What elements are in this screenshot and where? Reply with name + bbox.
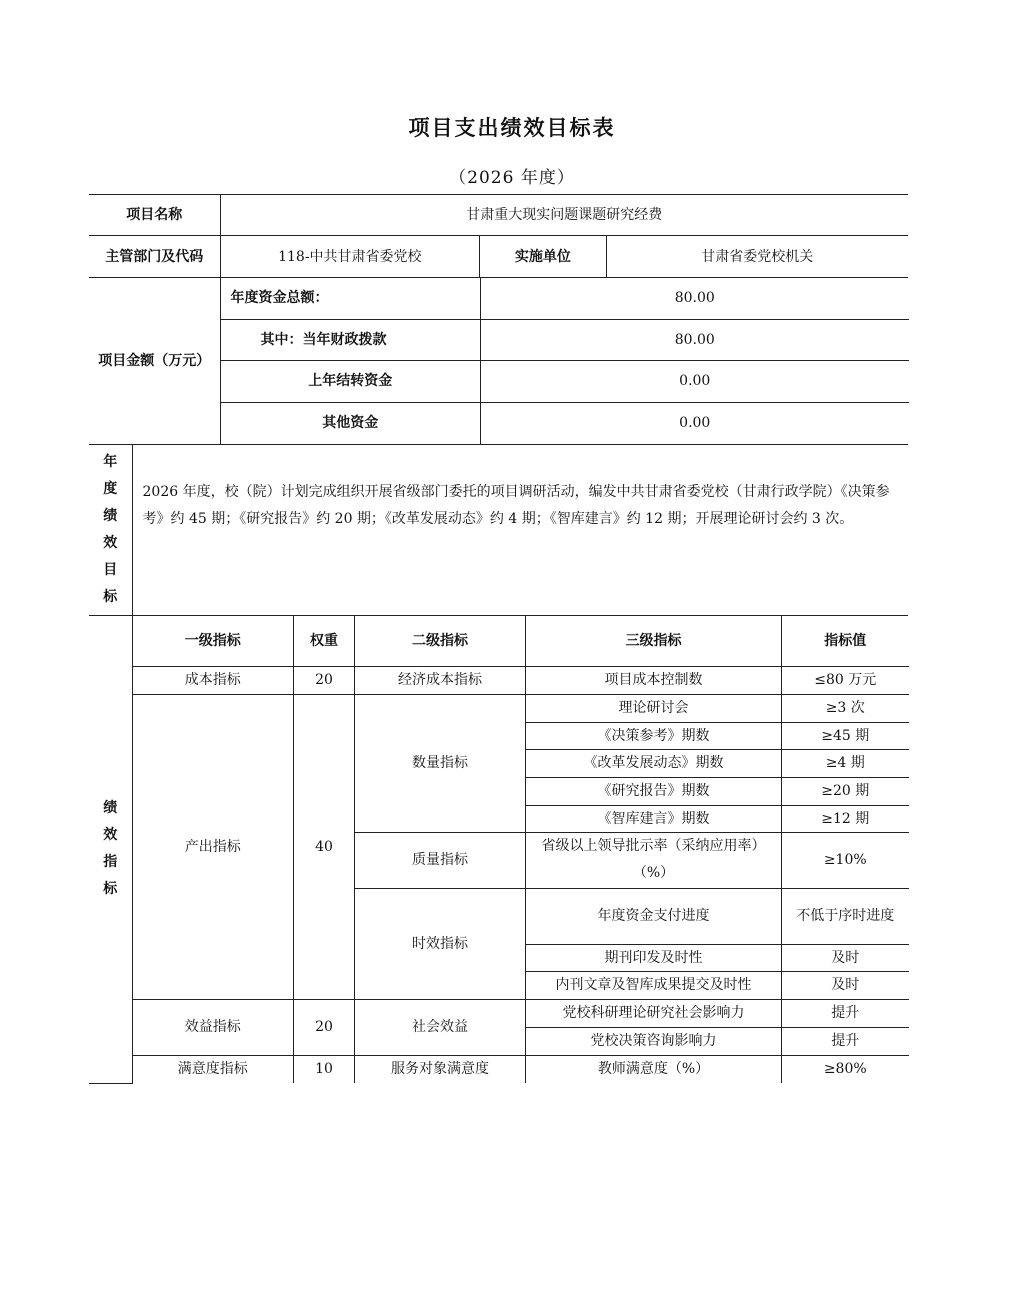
level3-cell: 期刊印发及时性 [526, 944, 782, 971]
value-cell: ≥4 期 [782, 749, 909, 777]
dept-value [220, 236, 606, 278]
dept-row [89, 236, 908, 278]
indicator-label: 绩 效 指 标 [89, 616, 132, 1084]
annual-goal-text: 2026 年度，校（院）计划完成组织开展省级部门委托的项目调研活动，编发中共甘肃省委党校（甘肃行政学院）《决策参考》约 45 期；《研究报告》约 20 期；《改革发展动态》约 4 期；《智库建言》约 12 期；开展理论研讨会约 3 次。 [132, 445, 908, 616]
level1-cell: 效益指标 [133, 999, 294, 1055]
value-cell: 及时 [782, 944, 909, 971]
amount-row-label: 年度资金总额： [221, 278, 481, 319]
level3-cell: 年度资金支付进度 [526, 888, 782, 944]
header-level1: 一级指标 [133, 616, 294, 666]
level3-cell: 《改革发展动态》期数 [526, 749, 782, 777]
amount-row [221, 402, 909, 444]
level2-cell: 质量指标 [355, 832, 526, 888]
amount-row-label: 其他资金 [221, 402, 481, 444]
amount-row-value: 80.00 [481, 319, 909, 360]
annual-goal-label: 年 度 绩 效 目 标 [89, 445, 132, 616]
amount-row-value: 0.00 [481, 402, 909, 444]
unit-value-cell: 甘肃省委党校机关 [606, 236, 908, 278]
value-cell: 及时 [782, 971, 909, 999]
amount-label: 项目金额（万元） [89, 278, 220, 445]
table-row [133, 666, 909, 694]
level3-cell: 理论研讨会 [526, 694, 782, 722]
value-cell: 提升 [782, 1027, 909, 1055]
amount-subtable [220, 278, 908, 445]
weight-cell: 20 [294, 666, 355, 694]
dept-value-text: 118-中共甘肃省委党校 [278, 248, 422, 265]
level1-cell: 满意度指标 [133, 1055, 294, 1083]
dept-label: 主管部门及代码 [89, 236, 220, 278]
amount-row [221, 360, 909, 402]
performance-target-table [89, 194, 908, 1084]
value-cell: ≥10% [782, 832, 909, 888]
level1-cell: 成本指标 [133, 666, 294, 694]
value-cell: 提升 [782, 999, 909, 1027]
table-row [133, 1055, 909, 1083]
header-level2: 二级指标 [355, 616, 526, 666]
amount-row-label: 上年结转资金 [221, 360, 481, 402]
amount-row [221, 278, 909, 319]
table-row [133, 694, 909, 722]
value-cell: ≥80% [782, 1055, 909, 1083]
indicator-header-row [133, 616, 909, 666]
weight-cell: 40 [294, 694, 355, 999]
header-weight: 权重 [294, 616, 355, 666]
value-cell: ≤80 万元 [782, 666, 909, 694]
value-cell: ≥12 期 [782, 805, 909, 832]
level2-cell: 经济成本指标 [355, 666, 526, 694]
amount-row-value: 80.00 [481, 278, 909, 319]
level3-cell: 省级以上领导批示率（采纳应用率）（%） [526, 832, 782, 888]
level3-cell: 《决策参考》期数 [526, 722, 782, 749]
header-value: 指标值 [782, 616, 909, 666]
level3-cell: 党校科研理论研究社会影响力 [526, 999, 782, 1027]
amount-row [221, 319, 909, 360]
value-cell: ≥3 次 [782, 694, 909, 722]
unit-label: 实施单位 [479, 236, 605, 277]
value-cell: ≥20 期 [782, 777, 909, 805]
table-row [133, 999, 909, 1027]
indicator-subtable [132, 616, 908, 1084]
project-name-row [89, 195, 908, 236]
annual-goal-row [89, 445, 908, 616]
level3-cell: 教师满意度（%） [526, 1055, 782, 1083]
project-name-value: 甘肃重大现实问题课题研究经费 [220, 195, 908, 236]
year-subtitle: （2026 年度） [449, 168, 575, 188]
value-cell: ≥45 期 [782, 722, 909, 749]
indicator-block [89, 616, 908, 1084]
level3-cell: 《研究报告》期数 [526, 777, 782, 805]
amount-row-label: 其中：当年财政拨款 [221, 319, 481, 360]
amount-block [89, 278, 908, 445]
project-name-label: 项目名称 [89, 195, 220, 236]
amount-row-value: 0.00 [481, 360, 909, 402]
level2-cell: 服务对象满意度 [355, 1055, 526, 1083]
level3-cell: 项目成本控制数 [526, 666, 782, 694]
level2-cell: 时效指标 [355, 888, 526, 999]
level1-cell: 产出指标 [133, 694, 294, 999]
level2-cell: 数量指标 [355, 694, 526, 832]
value-cell: 不低于序时进度 [782, 888, 909, 944]
level2-cell: 社会效益 [355, 999, 526, 1055]
level3-cell: 党校决策咨询影响力 [526, 1027, 782, 1055]
header-level3: 三级指标 [526, 616, 782, 666]
level3-cell: 《智库建言》期数 [526, 805, 782, 832]
weight-cell: 20 [294, 999, 355, 1055]
weight-cell: 10 [294, 1055, 355, 1083]
page-title: 项目支出绩效目标表 [408, 115, 616, 140]
level3-cell: 内刊文章及智库成果提交及时性 [526, 971, 782, 999]
